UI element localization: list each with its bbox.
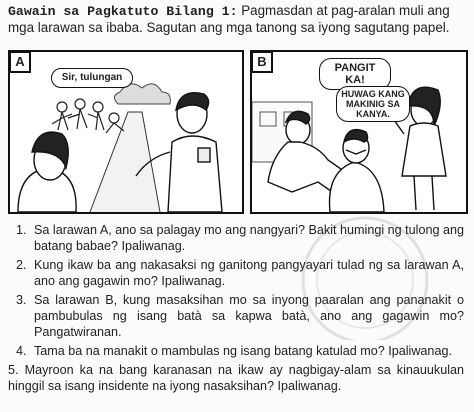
question-number: 1. (16, 223, 27, 237)
question-text: Sa larawan B, kung masaksihan mo sa inyong paaralan ang pananakit o pambubulas ng isang batà sa kapwa batà, ano ang gagawin mo? Pangatwiranan. (34, 293, 464, 339)
panel-a-speech-bubble: Sir, tulungan (51, 68, 133, 88)
activity-header (8, 3, 468, 36)
question-text: Mayroon ka na bang karanasan na ikaw ay nagbigay-alam sa kinauukulan hinggil sa isang insidente na iyong nasaksihan? Ipaliwanag. (8, 363, 465, 393)
question-text: Kung ikaw ba ang nakasaksi ng ganitong pangyayari tulad ng sa larawan A, ano ang gagawin mo? Ipaliwanag. (34, 258, 464, 288)
questions-list (8, 222, 464, 397)
question-text: Tama ba na manakit o mambulas ng isang batang katulad mo? Ipaliwanag. (34, 344, 452, 358)
question-item (8, 362, 464, 394)
question-item (8, 257, 464, 289)
question-item (8, 222, 464, 254)
illustration-panel-b (250, 50, 468, 214)
panel-b-speech-bubble-1: PANGIT KA! (319, 58, 391, 90)
illustration-panel-a (8, 50, 244, 214)
question-item (8, 292, 464, 340)
question-number: 5. (8, 363, 19, 377)
panel-b-label: B (251, 51, 273, 73)
question-text: Sa larawan A, ano sa palagay mo ang nangyari? Bakit humingi ng tulong ang batang babae? Ipaliwanag. (34, 223, 464, 253)
panel-b-speech-bubble-2: HUWAG KANG MAKINIG SA KANYA. (336, 86, 410, 122)
question-item (8, 343, 464, 359)
question-number: 4. (16, 344, 27, 358)
question-number: 2. (16, 258, 27, 272)
activity-title: Gawain sa Pagkatuto Bilang 1: (8, 4, 238, 19)
activity-instructions: Pagmasdan at pag-aralan muli ang mga larawan sa ibaba. Sagutan ang mga tanong sa iyong sagutang papel. (8, 3, 450, 35)
question-number: 3. (16, 293, 27, 307)
panel-a-label: A (9, 51, 31, 73)
